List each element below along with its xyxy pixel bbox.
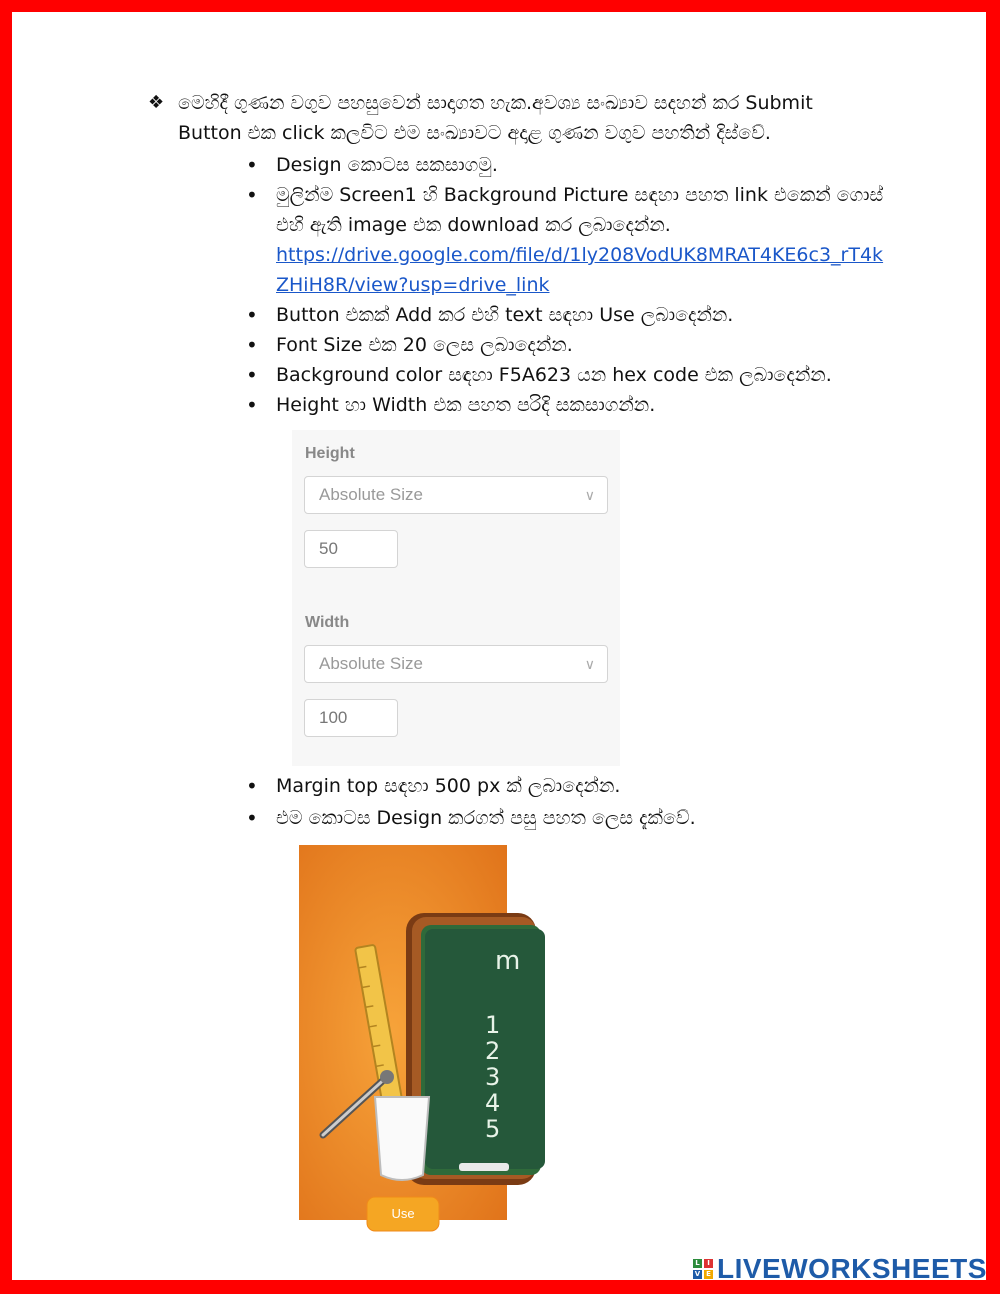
step-item: • Height හා Width එක පහත පරිදි සකසාගන්න. — [246, 390, 886, 420]
step-item: • Margin top සඳහා 500 px ක් ලබාදෙන්න. — [246, 770, 886, 802]
width-mode-select[interactable] — [304, 645, 608, 683]
step-item-background — [246, 180, 886, 300]
use-button-label: Use — [391, 1206, 415, 1221]
height-mode-select[interactable] — [304, 476, 608, 514]
liveworksheets-logo — [693, 1254, 987, 1284]
logo-block: I — [704, 1259, 713, 1268]
chevron-down-icon: ∨ — [584, 487, 595, 503]
intro-line-1: මෙහිදී ගුණන වගුව පහසුවෙන් සාදාගත හැක.අවශ්‍ය සංඛ්‍යාව සදහන් කර Submit — [178, 92, 813, 114]
width-label: Width — [305, 614, 350, 631]
drive-link[interactable]: https://drive.google.com/file/d/1ly208VodUK8MRAT4KE6c3_rT4kZHiH8R/view?usp=drive_link — [276, 244, 884, 296]
preview-illustration — [299, 845, 521, 1221]
logo-block: L — [693, 1259, 702, 1268]
step-item: • Design කොටස සකසාගමු. — [246, 150, 886, 180]
board-number: 3 — [485, 1063, 501, 1091]
board-number: 4 — [485, 1089, 501, 1117]
board-number: 2 — [485, 1037, 501, 1065]
logo-block: E — [704, 1270, 713, 1279]
width-value-input[interactable]: 100 — [304, 699, 398, 737]
logo-block: V — [694, 1270, 701, 1278]
height-mode-value: Absolute Size — [319, 485, 423, 504]
app-preview-image — [299, 845, 521, 1221]
step-item: • Button එකක් Add කර එහි text සඳහා Use ලබාදෙන්න. — [246, 300, 886, 330]
board-number: 1 — [485, 1011, 501, 1039]
pencil-cup-icon — [375, 1097, 429, 1180]
design-steps-list — [246, 150, 886, 420]
width-mode-value: Absolute Size — [319, 654, 423, 673]
size-settings-panel — [292, 430, 620, 766]
board-number: 5 — [485, 1115, 501, 1143]
step-item: • එම කොටස Design කරගත් පසු පහත ලෙස දැක්වේ. — [246, 802, 886, 834]
step-item: • Font Size එක 20 ලෙස ලබාදෙන්න. — [246, 330, 886, 360]
intro-paragraph — [148, 88, 888, 148]
chalk-piece — [459, 1163, 509, 1171]
height-label: Height — [305, 445, 355, 462]
chevron-down-icon: ∨ — [584, 656, 595, 672]
step-text: මුලින්ම Screen1 හි Background Picture සඳහා පහත link එකෙන් ගොස් එහි ඇති image එක download කර ලබාදෙන්න. — [276, 184, 884, 236]
diamond-bullet-icon: ❖ — [148, 92, 165, 113]
intro-line-2: Button එක click කලවිට එම සංඛ්‍යාවට අදාළ ගුණන වගුව පහතින් දිස්වේ. — [178, 122, 771, 144]
logo-blocks-icon — [693, 1259, 713, 1279]
step-item: • Background color සඳහා F5A623 යන hex code එක ලබාදෙන්න. — [246, 360, 886, 390]
design-steps-list-2 — [246, 770, 886, 834]
height-value-input[interactable]: 50 — [304, 530, 398, 568]
board-title-fragment: m — [495, 946, 521, 976]
logo-wordmark: LIVEWORKSHEETS — [717, 1253, 987, 1284]
